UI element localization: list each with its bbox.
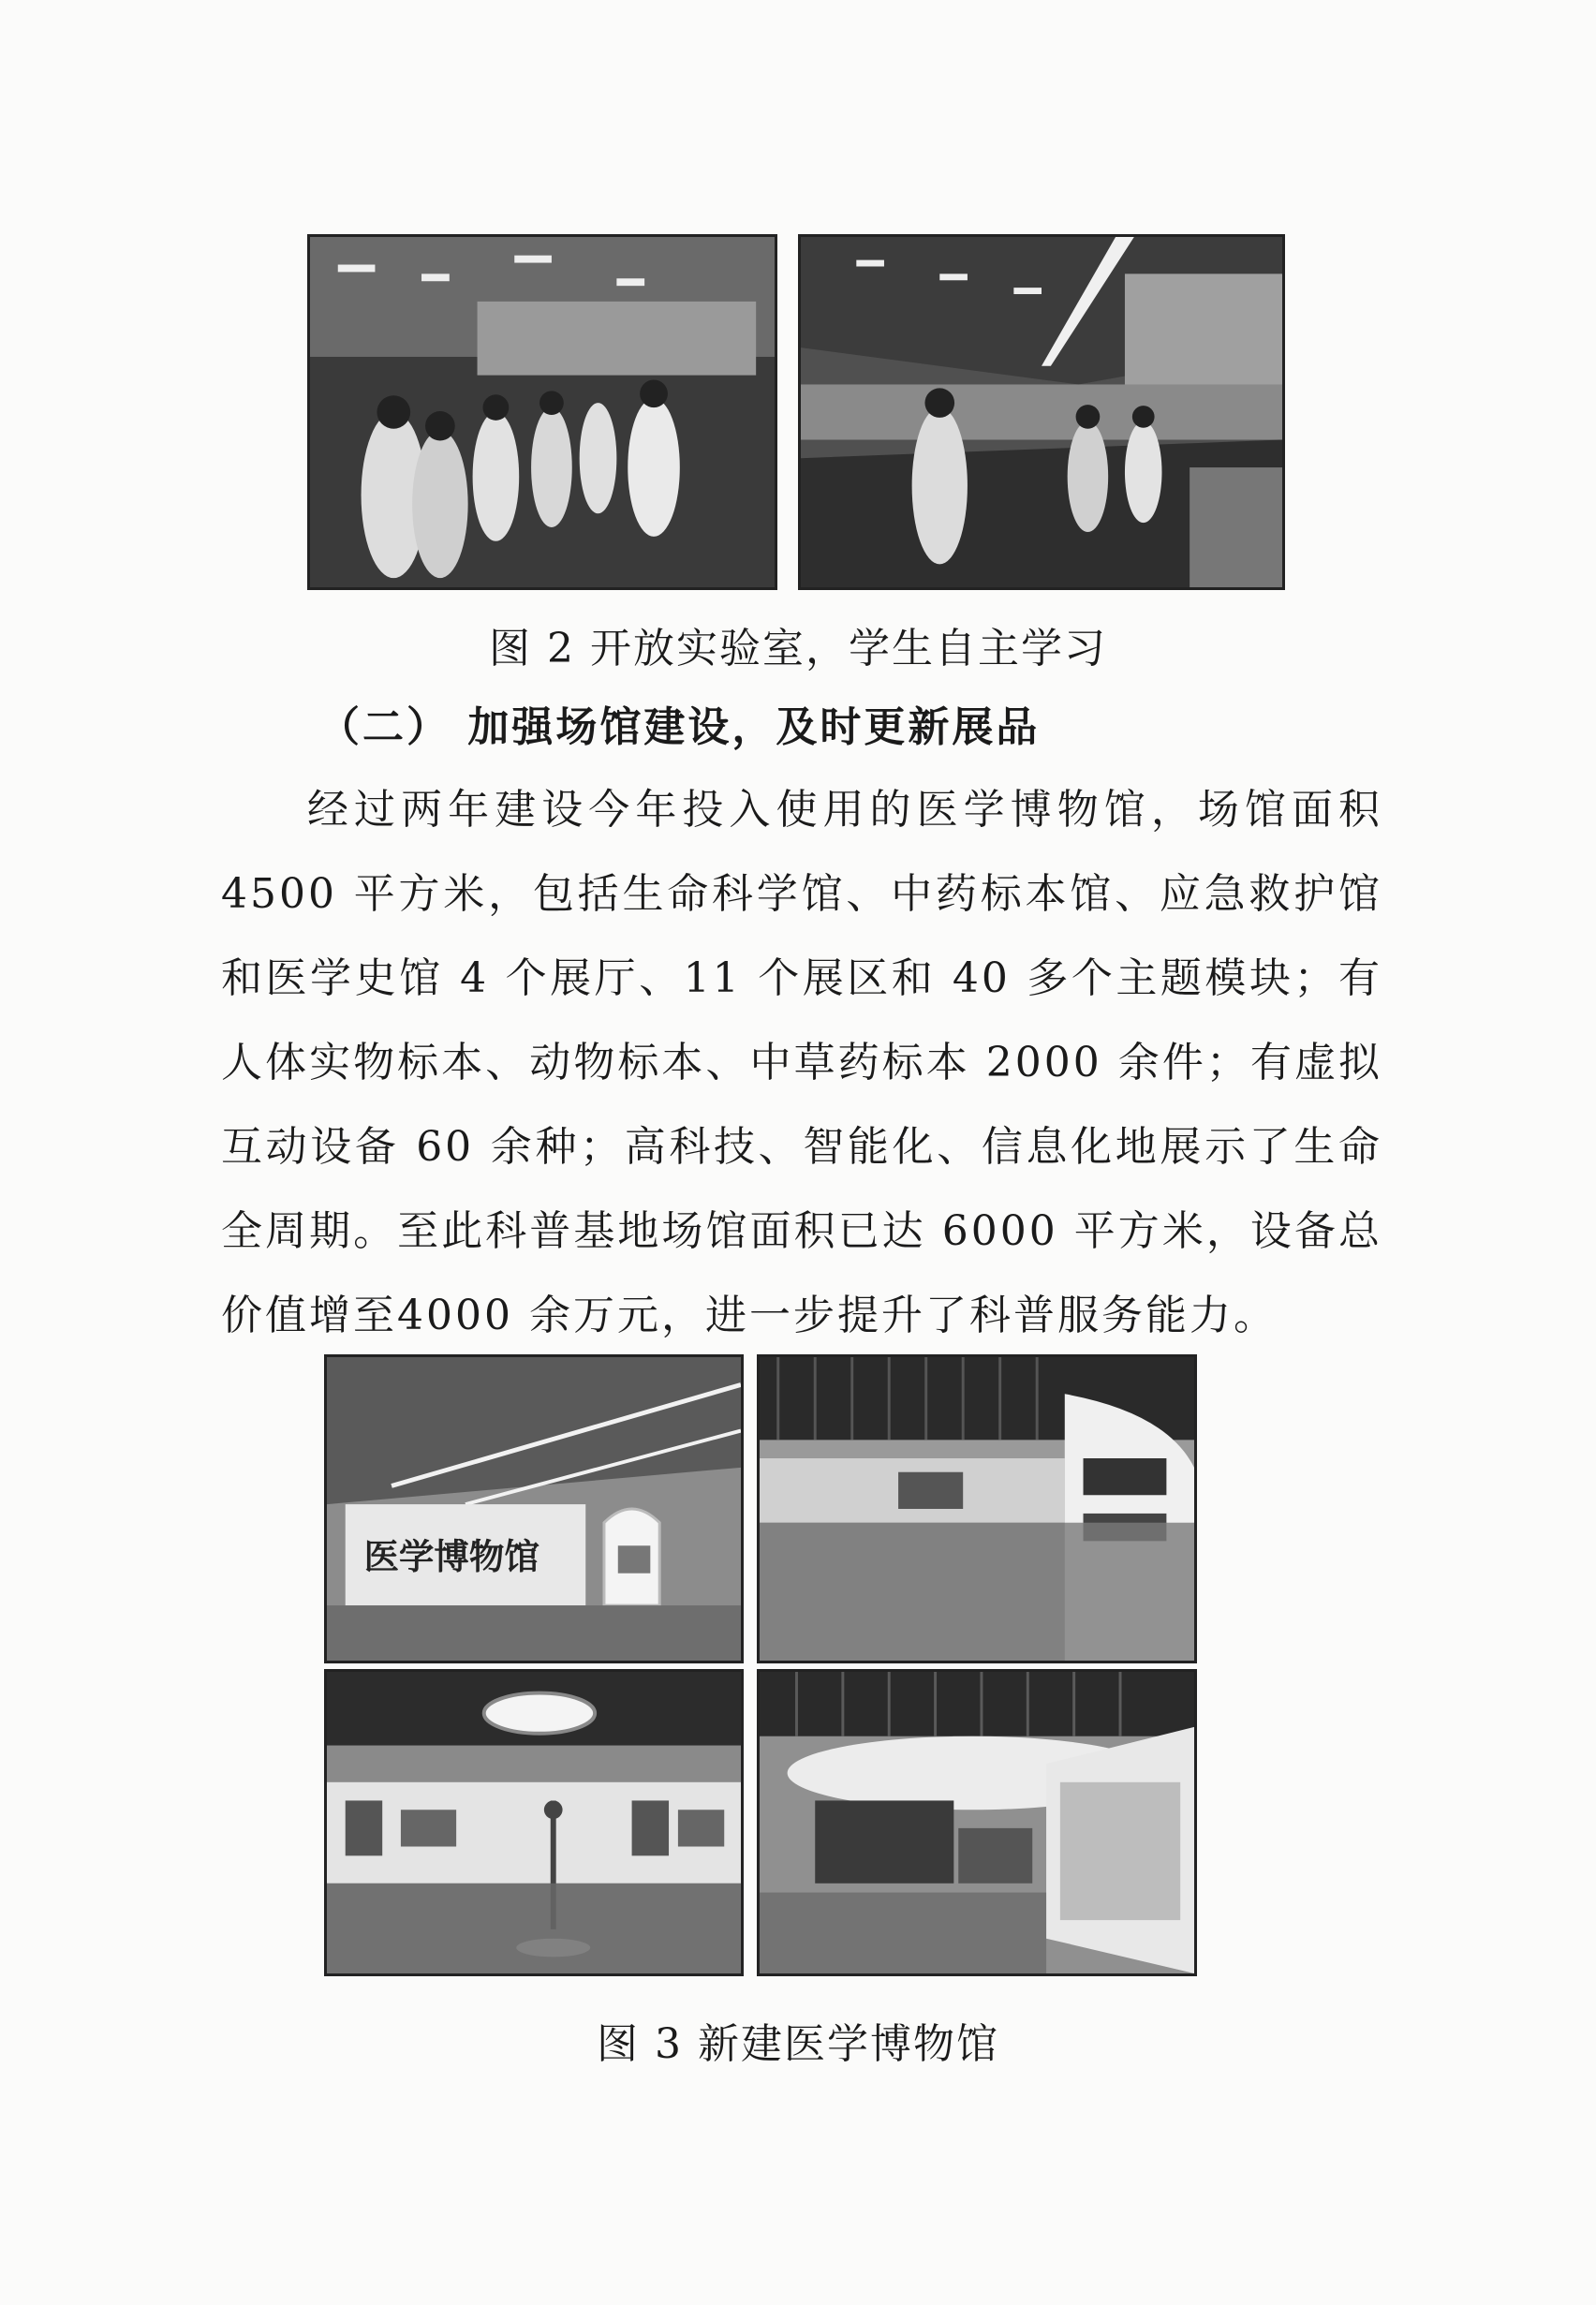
museum-entrance-image <box>327 1357 741 1661</box>
figure-3-caption: 图 3 新建医学博物馆 <box>597 2020 999 2068</box>
museum-hall-photo <box>757 1354 1197 1663</box>
museum-skeleton-photo <box>324 1669 744 1976</box>
lab-photo-right <box>798 234 1285 590</box>
section-heading: （二） 加强场馆建设，及时更新展品 <box>318 703 1041 751</box>
museum-skeleton-image <box>327 1672 741 1973</box>
museum-sign-text: 医学博物馆 <box>363 1535 539 1577</box>
body-paragraph: 经过两年建设今年投入使用的医学博物馆，场馆面积4500 平方米，包括生命科学馆、中药标本馆、应急救护馆和医学史馆 4 个展厅、11 个展区和 40 多个主题模块；有人体实物标本、动物标本、中草药标本 2000 余件；有虚拟互动设备 60 余种；高科技、智能化、信息化地展示了生命全周期。至此科普基地场馆面积已达 6000 平方米，设备总价值增至4000 余万元，进一步提升了科普服务能力。 <box>221 786 1382 1339</box>
lab-scene-image <box>310 237 775 587</box>
figure-2-caption: 图 2 开放实验室，学生自主学习 <box>489 625 1107 672</box>
lab-photo-left <box>307 234 777 590</box>
museum-gallery-photo <box>757 1669 1197 1976</box>
museum-entrance-photo <box>324 1354 744 1663</box>
museum-gallery-image <box>760 1672 1194 1973</box>
lab-scene-image <box>801 237 1282 587</box>
museum-hall-image <box>760 1357 1194 1661</box>
